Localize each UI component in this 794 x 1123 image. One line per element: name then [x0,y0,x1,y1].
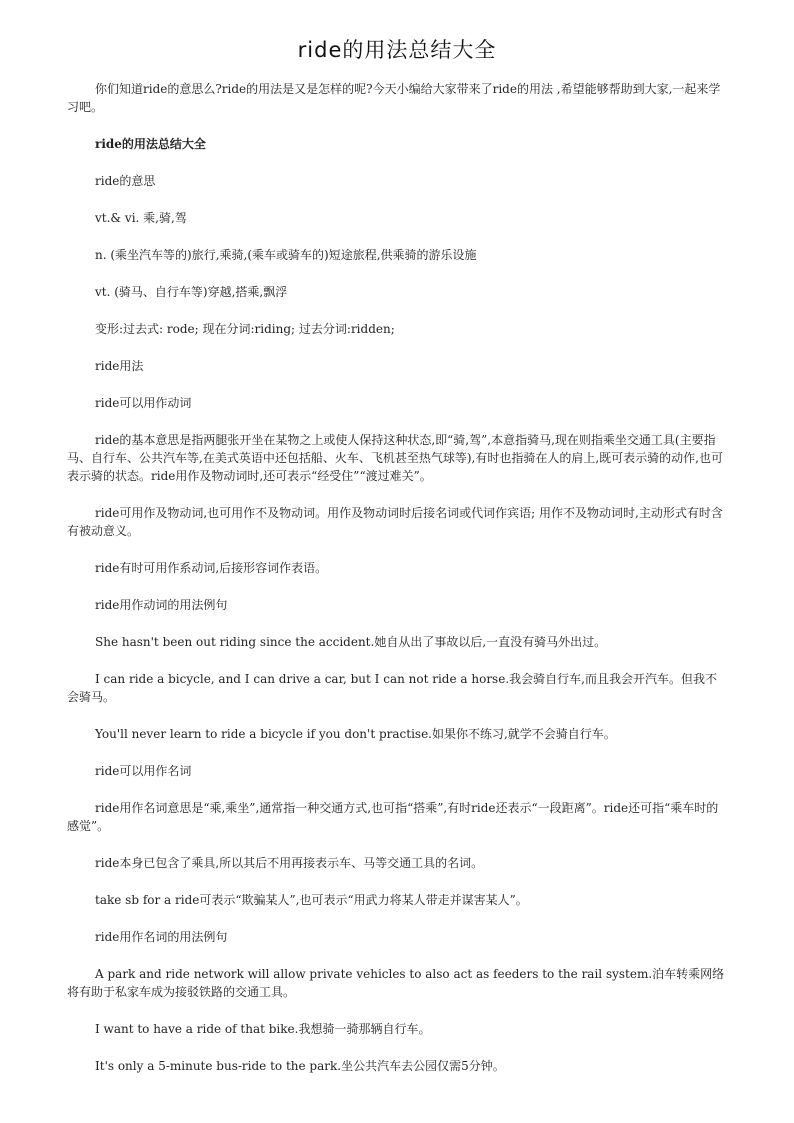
paragraph: vt.& vi. 乘,骑,驾 [95,211,187,225]
paragraph: ride的意思 [95,174,156,188]
paragraph: take sb for a ride可表示“欺骗某人”,也可表示“用武力将某人带走并谋害某人”。 [95,893,528,907]
document-body [67,80,727,1094]
paragraph: n. (乘坐汽车等的)旅行,乘骑,(乘车或骑车的)短途旅程,供乘骑的游乐设施 [95,248,477,262]
paragraph: You'll never learn to ride a bicycle if you don't practise.如果你不练习,就学不会骑自行车。 [95,727,616,741]
paragraph: I can ride a bicycle, and I can drive a car, but I can not ride a horse.我会骑自行车,而且我会开汽车。但我不会骑马。 [67,672,717,704]
paragraph: It's only a 5-minute bus-ride to the park.坐公共汽车去公园仅需5分钟。 [95,1059,505,1073]
paragraph: ride用法 [95,359,144,373]
paragraph: 你们知道ride的意思么?ride的用法是又是怎样的呢?今天小编给大家带来了ride的用法 ,希望能够帮助到大家,一起来学习吧。 [67,82,721,114]
paragraph: ride可以用作动词 [95,396,192,410]
paragraph: ride可以用作名词 [95,764,192,778]
paragraph: I want to have a ride of that bike.我想骑一骑那辆自行车。 [95,1022,431,1036]
page-title: ride的用法总结大全 [297,38,497,62]
section-heading: ride的用法总结大全 [95,137,206,151]
paragraph: ride的基本意思是指两腿张开坐在某物之上或使人保持这种状态,即“骑,驾”,本意指骑马,现在则指乘坐交通工具(主要指马、自行车、公共汽车等,在美式英语中还包括船、火车、飞机甚至热气球等),有时也指骑在人的肩上,既可表示骑的动作,也可表示骑的状态。ride用作及物动词时,还可表示“经受住”“渡过难关”。 [67,433,723,483]
paragraph: ride用作名词意思是“乘,乘坐”,通常指一种交通方式,也可指“搭乘”,有时ride还表示“一段距离”。ride还可指“乘车时的感觉”。 [67,801,719,833]
paragraph: 变形:过去式: rode; 现在分词:riding; 过去分词:ridden; [95,322,395,336]
paragraph: ride用作名词的用法例句 [95,930,228,944]
paragraph: ride用作动词的用法例句 [95,598,228,612]
paragraph: ride可用作及物动词,也可用作不及物动词。用作及物动词时后接名词或代词作宾语; 用作不及物动词时,主动形式有时含有被动意义。 [67,506,723,538]
paragraph: ride有时可用作系动词,后接形容词作表语。 [95,561,328,575]
paragraph: She hasn't been out riding since the accident.她自从出了事故以后,一直没有骑马外出过。 [95,635,607,649]
paragraph: vt. (骑马、自行车等)穿越,搭乘,飘浮 [95,285,288,299]
paragraph: A park and ride network will allow private vehicles to also act as feeders to the rail system.泊车转乘网络将有助于私家车成为接驳铁路的交通工具。 [67,967,725,999]
paragraph: ride本身已包含了乘具,所以其后不用再接表示车、马等交通工具的名词。 [95,856,484,870]
